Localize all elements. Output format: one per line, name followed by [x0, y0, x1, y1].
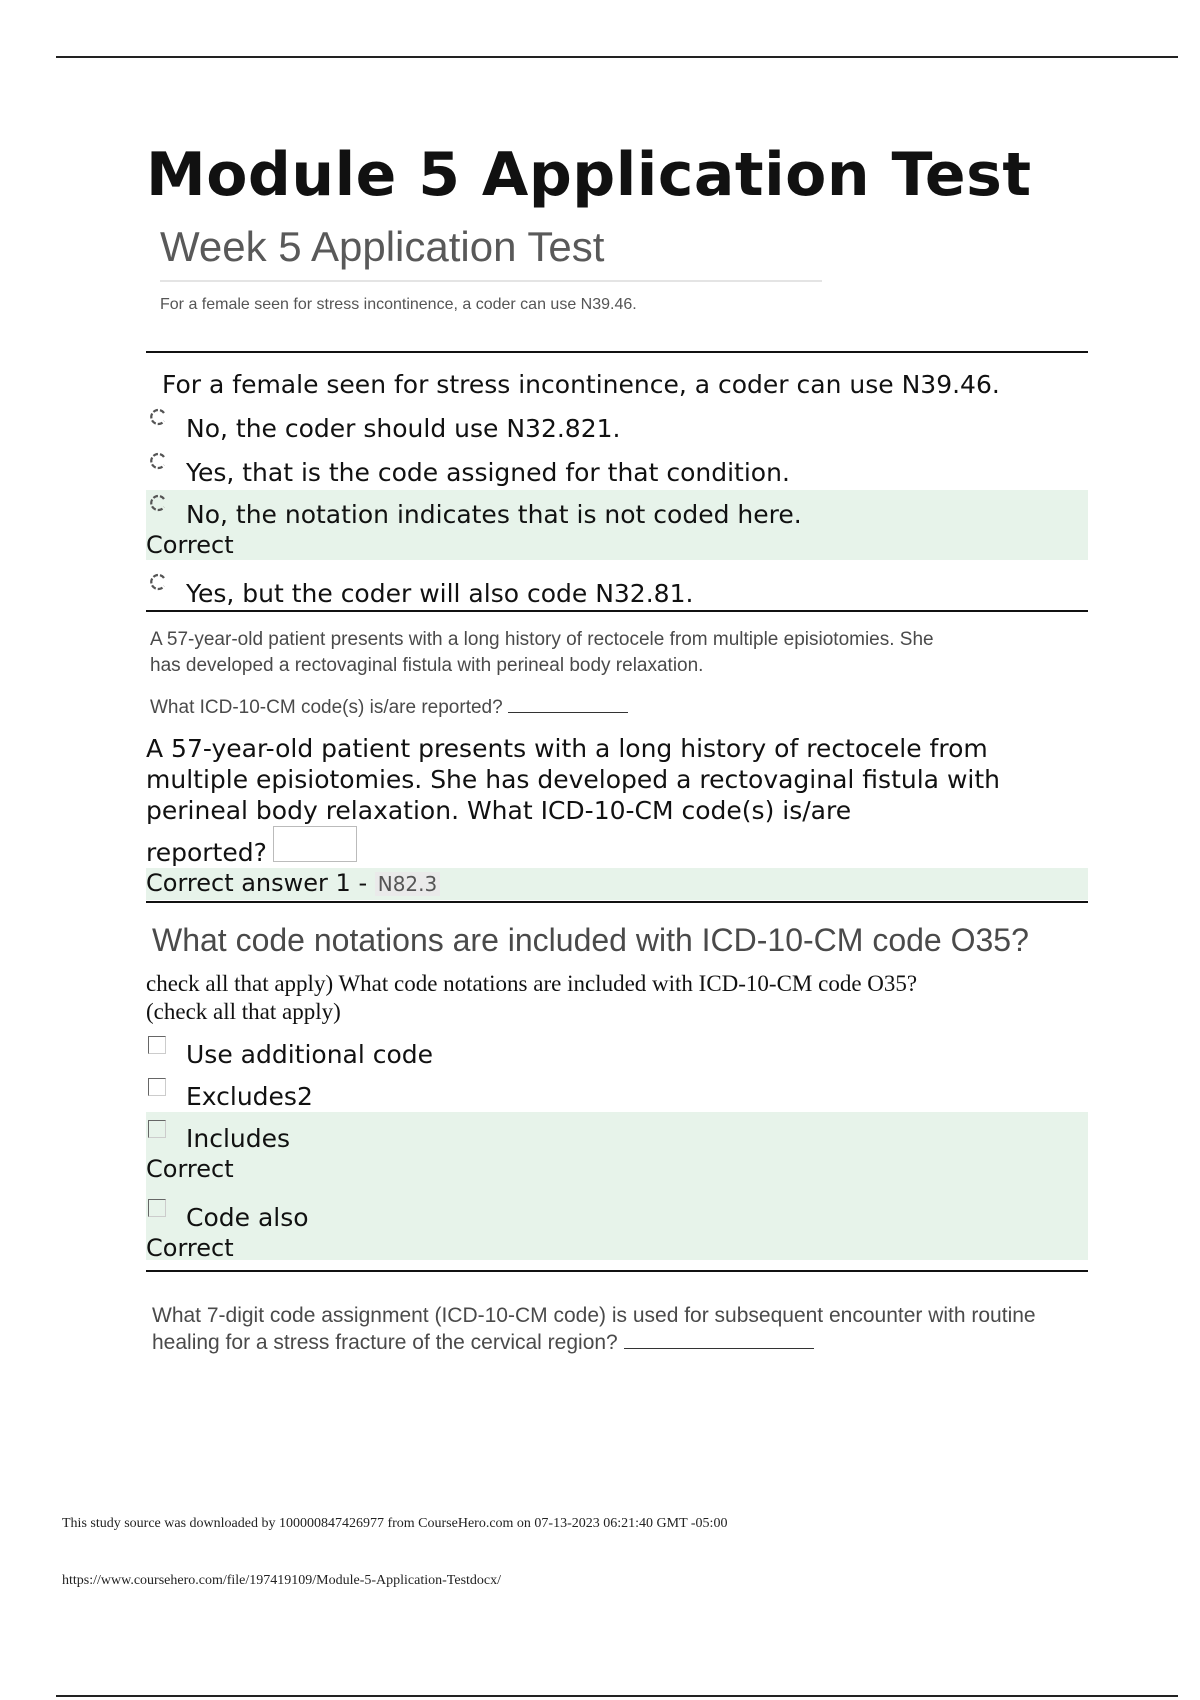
question2-image-line3-row	[150, 695, 1086, 721]
question1-prompt: For a female seen for stress incontinence, a coder can use N39.46.	[162, 370, 1000, 399]
top-page-rule	[56, 56, 1178, 58]
question1-option-1-label: No, the coder should use N32.821.	[186, 414, 621, 443]
checkbox-icon[interactable]	[148, 1036, 166, 1054]
question3-option-1-label: Use additional code	[186, 1040, 434, 1069]
radio-icon[interactable]	[148, 404, 168, 434]
page-subtitle: Week 5 Application Test	[160, 223, 605, 270]
question3-option-4-feedback: Correct	[146, 1234, 234, 1262]
question4-line1: What 7-digit code assignment (ICD-10-CM code) is used for subsequent encounter with routine	[152, 1304, 1036, 1327]
checkbox-icon[interactable]	[148, 1078, 166, 1096]
radio-icon[interactable]	[148, 490, 168, 520]
question3-option-4[interactable]	[146, 1203, 1088, 1233]
question3-option-3-label: Includes	[186, 1124, 291, 1153]
question3-prompt	[146, 970, 917, 1026]
question3-prompt-line1: check all that apply) What code notations are included with ICD-10-CM code O35?	[146, 971, 918, 996]
question3-prompt-line2: (check all that apply)	[146, 999, 341, 1024]
question1-option-1[interactable]	[146, 414, 1088, 444]
question4-divider	[146, 1270, 1088, 1272]
radio-icon[interactable]	[148, 448, 168, 478]
question2-answer-input[interactable]	[273, 826, 357, 862]
answer-blank-line	[508, 698, 628, 713]
question3-option-3-feedback: Correct	[146, 1155, 234, 1183]
question2-divider	[146, 610, 1088, 612]
question3-option-4-label: Code also	[186, 1203, 309, 1232]
footer-url[interactable]: https://www.coursehero.com/file/197419109/Module-5-Application-Testdocx/	[62, 1573, 502, 1588]
question3-divider	[146, 901, 1088, 903]
question3-option-3[interactable]	[146, 1124, 1088, 1154]
question1-option-2[interactable]	[146, 458, 1088, 488]
question1-option-2-label: Yes, that is the code assigned for that condition.	[186, 458, 790, 487]
bottom-page-rule	[56, 1695, 1178, 1697]
question2-image-line3: What ICD-10-CM code(s) is/are reported?	[150, 697, 508, 718]
answer-blank-line	[624, 1334, 814, 1349]
question1-correct-feedback: Correct	[146, 531, 234, 559]
question2-prompt	[146, 733, 1086, 868]
subtitle-divider	[160, 280, 822, 282]
question2-image-line2: has developed a rectovaginal fistula with perineal body relaxation.	[150, 655, 704, 676]
question1-option-4[interactable]	[146, 579, 1088, 609]
question2-prompt-line3: perineal body relaxation. What ICD-10-CM code(s) is/are	[146, 796, 852, 825]
question1-divider	[146, 351, 1088, 353]
footer-source-note: This study source was downloaded by 100000847426977 from CourseHero.com on 07-13-2023 06:21:40 GMT -05:00	[62, 1516, 728, 1531]
question2-prompt-line2: multiple episiotomies. She has developed a rectovaginal fistula with	[146, 765, 1000, 794]
question1-option-4-label: Yes, but the coder will also code N32.81.	[186, 579, 694, 608]
question2-prompt-line4-row	[146, 832, 1086, 868]
question3-heading: What code notations are included with ICD-10-CM code O35?	[152, 922, 1029, 958]
question1-option-3-label: No, the notation indicates that is not coded here.	[186, 500, 802, 529]
checkbox-icon[interactable]	[148, 1199, 166, 1217]
question2-prompt-line1: A 57-year-old patient presents with a long history of rectocele from	[146, 734, 988, 763]
question4-line2-row	[152, 1329, 1092, 1356]
question2-image-line1: A 57-year-old patient presents with a long history of rectocele from multiple episiotomies. She	[150, 629, 934, 650]
radio-icon[interactable]	[148, 569, 168, 599]
question4-line2: healing for a stress fracture of the cervical region?	[152, 1331, 624, 1354]
question2-correct-answer	[146, 869, 440, 898]
checkbox-icon[interactable]	[148, 1120, 166, 1138]
page-title: Module 5 Application Test	[146, 140, 1032, 210]
question2-correct-label: Correct answer 1 -	[146, 869, 375, 897]
question4-text	[152, 1302, 1092, 1356]
question3-option-2[interactable]	[146, 1082, 1088, 1112]
question2-image-text	[150, 627, 1086, 721]
question2-correct-code: N82.3	[375, 872, 441, 896]
subtitle-caption: For a female seen for stress incontinence, a coder can use N39.46.	[160, 296, 637, 313]
question1-option-3[interactable]	[146, 500, 1088, 530]
question2-prompt-line4: reported?	[146, 838, 267, 867]
question3-option-1[interactable]	[146, 1040, 1088, 1070]
question3-option-2-label: Excludes2	[186, 1082, 313, 1111]
